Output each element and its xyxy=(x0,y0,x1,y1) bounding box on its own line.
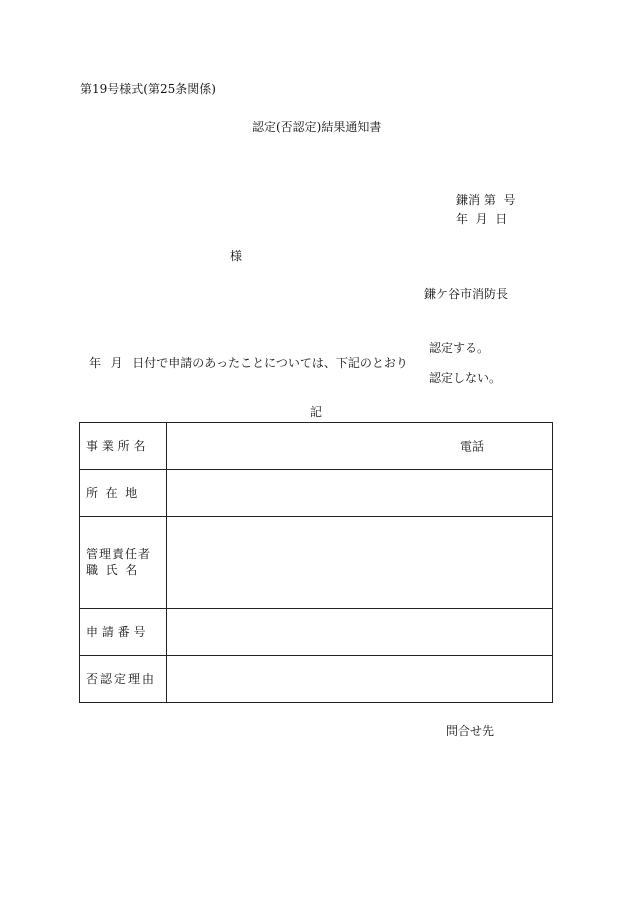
phone-label: 電話 xyxy=(460,439,485,454)
details-table xyxy=(79,422,553,703)
recipient-honorific: 様 xyxy=(230,249,243,263)
table-row xyxy=(80,470,553,517)
label-text: 否認定理由 xyxy=(86,671,157,686)
label-text: 事 業 所 名 xyxy=(86,439,146,454)
table-row xyxy=(80,423,553,470)
label-text: 管理責任者 xyxy=(86,547,152,562)
document-number: 鎌消 第 号 xyxy=(456,193,516,207)
label-text: 所 在 地 xyxy=(86,486,138,501)
form-number: 第19号様式(第25条関係) xyxy=(80,82,216,96)
option-approve: 認定する。 xyxy=(429,341,490,355)
label-business-name xyxy=(80,423,167,470)
label-text: 申 請 番 号 xyxy=(86,624,146,639)
field-business-name[interactable] xyxy=(167,423,553,470)
issuer-name: 鎌ケ谷市消防長 xyxy=(424,287,509,301)
label-text: 職 氏 名 xyxy=(86,563,138,578)
table-row xyxy=(80,608,553,655)
label-rejection-reason xyxy=(80,655,167,702)
field-manager[interactable] xyxy=(167,517,553,608)
contact-label: 問合せ先 xyxy=(446,724,495,738)
field-rejection-reason[interactable] xyxy=(167,655,553,702)
field-application-number[interactable] xyxy=(167,608,553,655)
table-row xyxy=(80,655,553,702)
label-manager xyxy=(80,517,167,608)
option-reject: 認定しない。 xyxy=(429,371,502,385)
ki-heading: 記 xyxy=(310,405,323,419)
document-date: 年 月 日 xyxy=(456,212,508,226)
document-title: 認定(否認定)結果通知書 xyxy=(252,120,382,134)
label-location xyxy=(80,470,167,517)
table-row xyxy=(80,517,553,608)
label-application-number xyxy=(80,608,167,655)
field-location[interactable] xyxy=(167,470,553,517)
body-sentence: 年 月 日付で申請のあったことについては、下記のとおり xyxy=(89,356,408,370)
